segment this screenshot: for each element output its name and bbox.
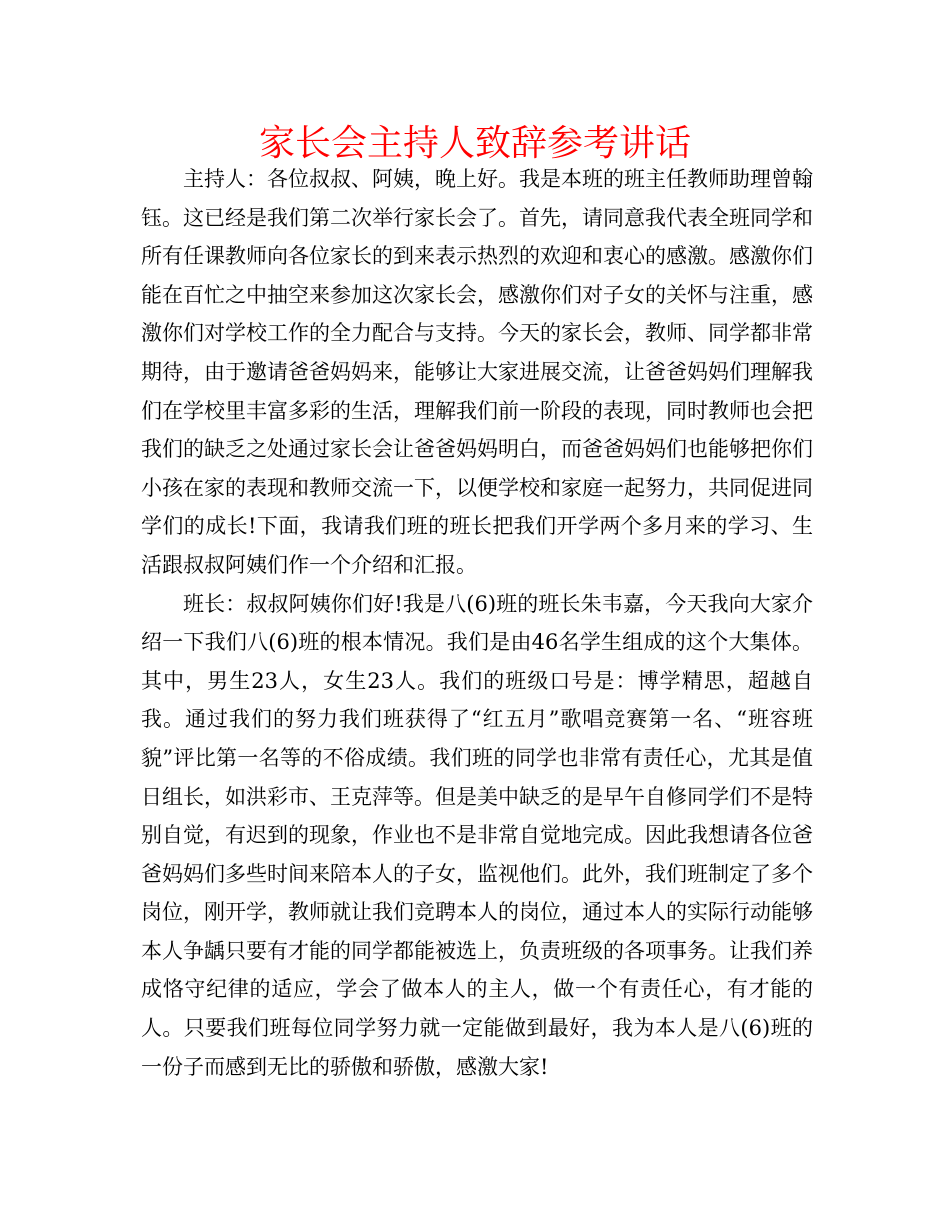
paragraph-monitor-speech: 班长：叔叔阿姨你们好!我是八(6)班的班长朱韦嘉，今天我向大家介绍一下我们八(6)班的根本情况。我们是由46名学生组成的这个大集体。其中，男生23人，女生23人。我们的班级口号是：博学精思，超越自我。通过我们的努力我们班获得了“红五月”歌唱竞赛第一名、“班容班貌”评比第一名等的不俗成绩。我们班的同学也非常有责任心，尤其是值日组长，如洪彩市、王克萍等。但是美中缺乏的是早午自修同学们不是特别自觉，有迟到的现象，作业也不是非常自觉地完成。因此我想请各位爸爸妈妈们多些时间来陪本人的子女，监视他们。此外，我们班制定了多个岗位，刚开学，教师就让我们竞聘本人的岗位，通过本人的实际行动能够本人争龋只要有才能的同学都能被选上，负责班级的各项事务。让我们养成恪守纪律的适应，学会了做本人的主人，做一个有责任心，有才能的人。只要我们班每位同学努力就一定能做到最好，我为本人是八(6)班的一份子而感到无比的骄傲和骄傲，感激大家! [141,591,813,1079]
document-body [141,160,813,1086]
paragraph-host-speech: 主持人：各位叔叔、阿姨，晚上好。我是本班的班主任教师助理曾翰钰。这已经是我们第二次举行家长会了。首先，请同意我代表全班同学和所有任课教师向各位家长的到来表示热烈的欢迎和衷心的感激。感激你们能在百忙之中抽空来参加这次家长会，感激你们对子女的关怀与注重，感激你们对学校工作的全力配合与支持。今天的家长会，教师、同学都非常期待，由于邀请爸爸妈妈来，能够让大家进展交流，让爸爸妈妈们理解我们在学校里丰富多彩的生活，理解我们前一阶段的表现，同时教师也会把我们的缺乏之处通过家长会让爸爸妈妈明白，而爸爸妈妈们也能够把你们小孩在家的表现和教师交流一下，以便学校和家庭一起努力，共同促进同学们的成长!下面，我请我们班的班长把我们开学两个多月来的学习、生活跟叔叔阿姨们作一个介绍和汇报。 [141,167,813,577]
document-title: 家长会主持人致辞参考讲话 [258,123,691,164]
